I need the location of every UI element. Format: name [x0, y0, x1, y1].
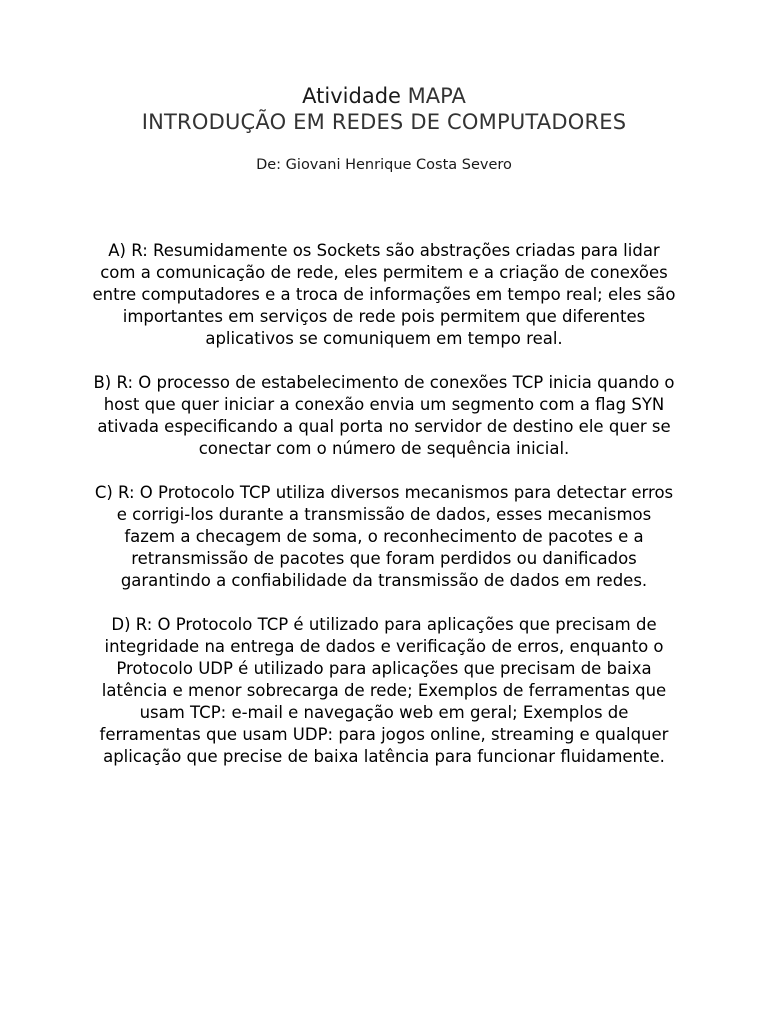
answers-section [92, 240, 676, 790]
title-word-atividade: Atividade [302, 84, 401, 108]
title-word-mapa: MAPA [407, 84, 466, 108]
answer-b: B) R: O processo de estabelecimento de conexões TCP inicia quando o host que quer iniciar a conexão envia um segmento com a flag SYN ativada especificando a qual porta no servidor de destino ele quer se conectar com o número de sequência inicial. [93, 373, 675, 458]
author-line: De: Giovani Henrique Costa Severo [256, 157, 512, 173]
answer-c: C) R: O Protocolo TCP utiliza diversos mecanismos para detectar erros e corrigi-los durante a transmissão de dados, esses mecanismos fazem a checagem de soma, o reconhecimento de pacotes e a retransmissão de pacotes que foram perdidos ou danificados garantindo a confiabilidade da transmissão de dados em redes. [94, 483, 674, 590]
title-block [0, 83, 768, 135]
answer-d: D) R: O Protocolo TCP é utilizado para aplicações que precisam de integridade na entrega de dados e verificação de erros, enquanto o Protocolo UDP é utilizado para aplicações que precisam de baixa latência e menor sobrecarga de rede; Exemplos de ferramentas que usam TCP: e-mail e navegação web em geral; Exemplos de ferramentas que usam UDP: para jogos online, streaming e qualquer aplicação que precise de baixa latência para funcionar fluidamente. [99, 615, 669, 766]
document-title [0, 83, 768, 109]
document-subtitle: INTRODUÇÃO EM REDES DE COMPUTADORES [141, 110, 627, 134]
answer-a: A) R: Resumidamente os Sockets são abstrações criadas para lidar com a comunicação de rede, eles permitem e a criação de conexões entre computadores e a troca de informações em tempo real; eles são importantes em serviços de rede pois permitem que diferentes aplicativos se comuniquem em tempo real. [92, 241, 676, 348]
